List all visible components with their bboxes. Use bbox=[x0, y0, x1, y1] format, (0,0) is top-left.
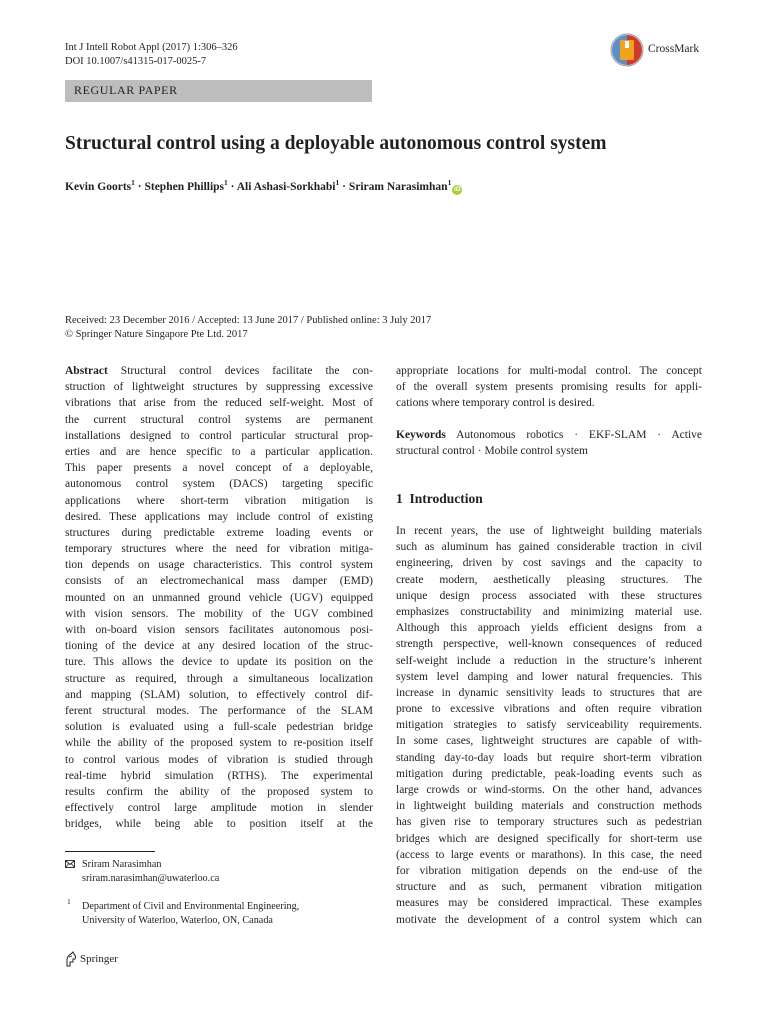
intro-line: bridges which are designed specifically for short-term use bbox=[396, 832, 702, 845]
intro-line: In some cases, lightweight structures are capable of with- bbox=[396, 735, 702, 748]
paper-type-band bbox=[65, 80, 372, 102]
abstract-line: mounted on an unmanned ground vehicle (UGV) equipped bbox=[65, 591, 373, 604]
abstract-line: effectively control large amplitude motion in slender bbox=[65, 802, 373, 815]
abstract-line: results confirm the ability of the proposed system to bbox=[65, 785, 373, 798]
abstract-column bbox=[65, 363, 373, 832]
abstract-line: structures during predictable extreme loading events or bbox=[65, 526, 373, 539]
intro-line: measures may be considered impractical. These examples bbox=[396, 897, 702, 910]
author-affiliation-mark: 1 bbox=[224, 178, 228, 187]
author-list bbox=[65, 178, 462, 195]
author-affiliation-mark: 1 bbox=[335, 178, 340, 187]
abstract-continuation bbox=[396, 363, 702, 412]
intro-line: create modern, aesthetically pleasing structures. The bbox=[396, 573, 702, 586]
copyright-notice: © Springer Nature Singapore Pte Ltd. 2017 bbox=[65, 329, 248, 340]
abstract-line: with on-board vision sensors facilitates autonomous posi- bbox=[65, 624, 373, 636]
abstract-line: cations where temporary control is desired. bbox=[396, 397, 595, 410]
abstract-line bbox=[65, 363, 373, 379]
author-separator: · bbox=[339, 181, 349, 193]
abstract-line: and mapping (SLAM) solution, to effectively control dif- bbox=[65, 688, 373, 701]
springer-horse-icon bbox=[64, 951, 78, 967]
intro-line: for vibration mitigation depends on the end-use of the bbox=[396, 864, 702, 877]
intro-line: Although this approach yields efficient designs from a bbox=[396, 622, 702, 635]
section-number: 1 bbox=[396, 491, 403, 506]
affiliation-department: Department of Civil and Environmental Engineering, bbox=[82, 901, 300, 912]
text-run: Autonomous robotics · EKF-SLAM · Active bbox=[445, 429, 702, 441]
crossmark-label: CrossMark bbox=[648, 43, 700, 55]
abstract-line: ture. This allows the device to update its position on the bbox=[65, 656, 373, 669]
publication-dates: Received: 23 December 2016 / Accepted: 13 June 2017 / Published online: 3 July 2017 bbox=[65, 315, 432, 326]
abstract-line: applications where short-term vibration mitigation is bbox=[65, 494, 373, 507]
abstract-line: bridges, while being able to position itself at the bbox=[65, 818, 373, 831]
intro-line: structure and as such, permanent vibration mitigation bbox=[396, 881, 702, 894]
abstract-line: solution is evaluated using a full-scale pedestrian bridge bbox=[65, 721, 373, 734]
abstract-line: to control various modes of vibration is studied through bbox=[65, 753, 373, 766]
abstract-line: consists of an electromechanical mass damper (EMD) bbox=[65, 575, 373, 588]
abstract-line: erties and are hence specific to a particular application. bbox=[65, 445, 373, 458]
abstract-line: installations designed to control particular structural prop- bbox=[65, 429, 373, 442]
affiliation-mark: 1 bbox=[67, 897, 71, 906]
envelope-icon bbox=[65, 860, 75, 868]
doi-link[interactable]: DOI 10.1007/s41315-017-0025-7 bbox=[65, 56, 207, 67]
paper-title: Structural control using a deployable autonomous control system bbox=[65, 133, 607, 154]
intro-line: emphasizes constructability and minimizing material use. bbox=[396, 605, 702, 618]
paper-type-label: REGULAR PAPER bbox=[74, 83, 178, 97]
footnote-divider bbox=[65, 851, 155, 852]
affiliation-university: University of Waterloo, Waterloo, ON, Canada bbox=[82, 915, 273, 926]
keywords-heading: Keywords bbox=[396, 429, 446, 441]
crossmark-badge[interactable] bbox=[610, 34, 710, 66]
intro-line: In recent years, the use of lightweight building materials bbox=[396, 525, 702, 537]
intro-line: (access to large events or marathons). In this case, the need bbox=[396, 848, 702, 861]
author-separator: · bbox=[227, 181, 237, 193]
intro-line: mitigation during predictable, peak-loading events such as bbox=[396, 767, 702, 780]
abstract-line: of the overall system presents promising results for appli- bbox=[396, 381, 702, 394]
abstract-line: struction of lightweight structures by suppressing excessive bbox=[65, 381, 373, 394]
intro-line: motivate the development of a control system which can bbox=[396, 913, 702, 926]
crossmark-icon bbox=[610, 33, 644, 67]
intro-line: engineering, driven by cost savings and the capacity to bbox=[396, 557, 702, 570]
intro-line: large crowds or wind-storms. On the other hand, advances bbox=[396, 784, 702, 796]
intro-line: self-weight include a reduction in the structure’s inherent bbox=[396, 654, 702, 667]
orcid-icon[interactable]: iD bbox=[454, 186, 461, 193]
corresponding-author-email[interactable]: sriram.narasimhan@uwaterloo.ca bbox=[82, 873, 220, 884]
abstract-heading: Abstract bbox=[65, 365, 108, 377]
abstract-line: tioning of the device at any desired location of the struc- bbox=[65, 640, 373, 653]
abstract-line: while the ability of the proposed system to re-position itself bbox=[65, 737, 373, 750]
intro-line: system level damping and lower natural frequencies. This bbox=[396, 670, 702, 683]
abstract-line: vibrations that arise from the reduced self-weight. Most of bbox=[65, 397, 373, 410]
author-affiliation-mark: 1 bbox=[447, 178, 452, 187]
keywords-line: structural control · Mobile control system bbox=[396, 445, 588, 458]
keywords-line bbox=[396, 427, 702, 443]
abstract-line: autonomous control system (DACS) targeting specific bbox=[65, 478, 373, 491]
author-name[interactable]: Ali Ashasi-Sorkhabi bbox=[236, 181, 336, 193]
section-heading bbox=[396, 491, 483, 507]
abstract-line: desired. These applications may include control of existing bbox=[65, 510, 373, 523]
publisher-name: Springer bbox=[80, 953, 118, 965]
corresponding-author-name: Sriram Narasimhan bbox=[82, 859, 162, 870]
author-name[interactable]: Sriram Narasimhan bbox=[348, 181, 448, 193]
intro-line: has given rise to temporary structures such as pedestrian bbox=[396, 816, 702, 829]
author-name[interactable]: Stephen Phillips bbox=[144, 181, 225, 193]
author-name[interactable]: Kevin Goorts bbox=[65, 181, 132, 193]
intro-line: strength perspective, well-known consequences of reduced bbox=[396, 638, 702, 651]
abstract-line: with vision sensors. The mobility of the UGV combined bbox=[65, 607, 373, 620]
abstract-line: ferent structural modes. The performance of the SLAM bbox=[65, 704, 373, 717]
intro-line: increase in dynamic sensitivity leads to structures that are bbox=[396, 686, 702, 699]
author-affiliation-mark: 1 bbox=[131, 178, 135, 187]
intro-line: standing day-to-day loads but require short-term vibration bbox=[396, 751, 702, 764]
intro-line: prone to excessive vibrations and often require vibration bbox=[396, 703, 702, 716]
intro-line: such as aluminum has gained considerable traction in civil bbox=[396, 541, 702, 554]
introduction-body bbox=[396, 523, 702, 928]
abstract-line: This paper presents a novel concept of a deployable, bbox=[65, 462, 373, 475]
text-run: Structural control devices facilitate the con- bbox=[107, 365, 373, 377]
intro-line: mitigation strategies to satisfy serviceability requirements. bbox=[396, 719, 702, 732]
abstract-line: tion depends on usage characteristics. This control system bbox=[65, 559, 373, 572]
abstract-line: structure as required, through a simultaneous localization bbox=[65, 672, 373, 685]
intro-line: unique design process associated with these structures bbox=[396, 589, 702, 602]
abstract-line: the current structural control systems are permanent bbox=[65, 413, 373, 426]
journal-citation: Int J Intell Robot Appl (2017) 1:306–326 bbox=[65, 42, 238, 53]
author-separator: · bbox=[134, 181, 145, 193]
keywords-block bbox=[396, 427, 702, 459]
abstract-line: temporary structures where the need for vibration mitiga- bbox=[65, 543, 373, 556]
section-title: Introduction bbox=[409, 491, 483, 506]
abstract-line: real-time hybrid simulation (RTHS). The experimental bbox=[65, 769, 373, 782]
intro-line: in lightweight building materials and construction methods bbox=[396, 800, 702, 813]
abstract-line: appropriate locations for multi-modal control. The concept bbox=[396, 365, 702, 377]
